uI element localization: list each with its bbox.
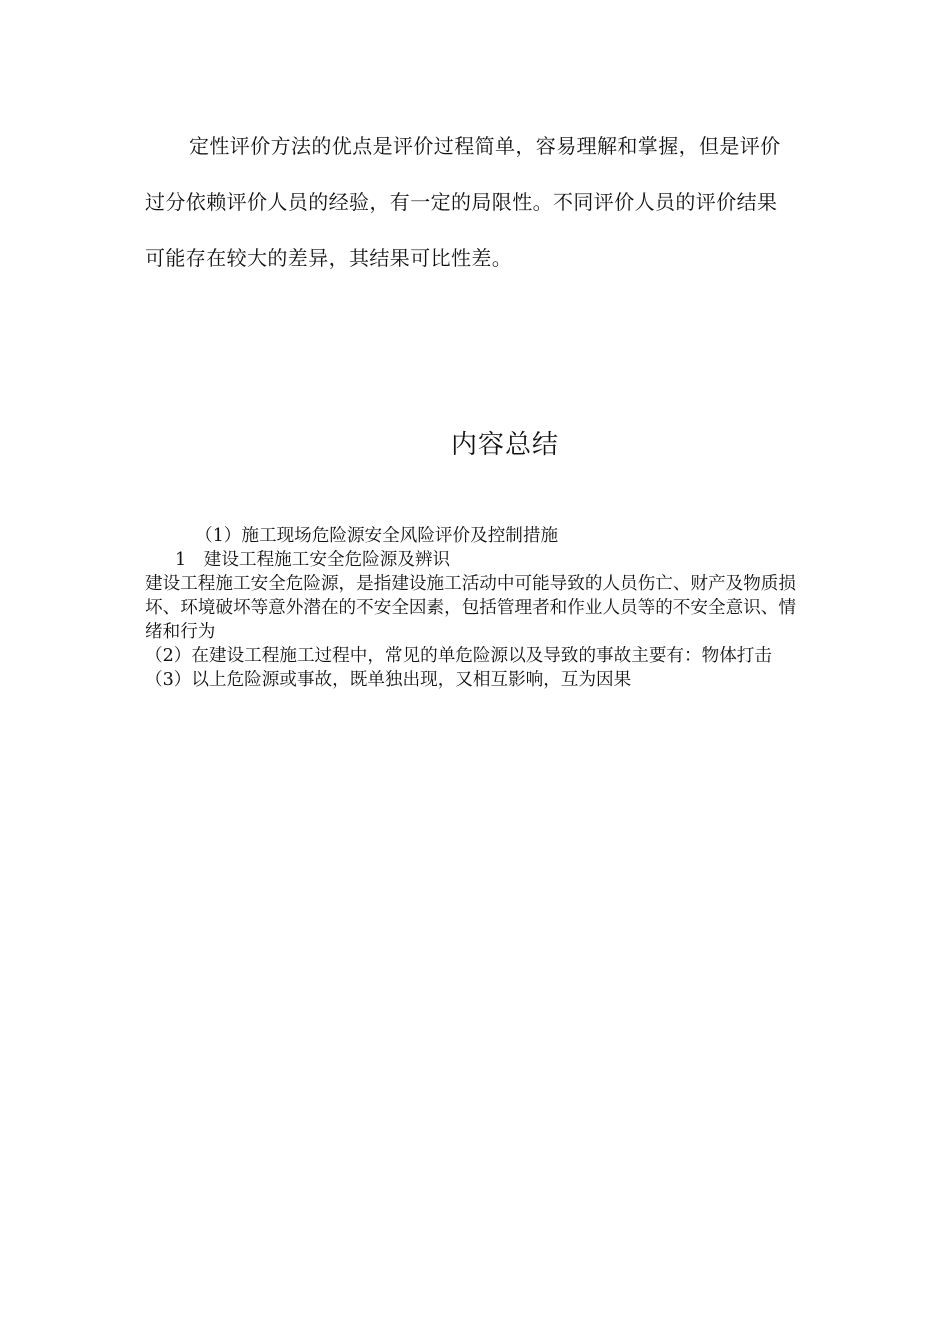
- summary-item-2: （2）在建设工程施工过程中，常见的单危险源以及导致的事故主要有：物体打击: [145, 646, 772, 666]
- summary-title: 内容总结: [450, 430, 559, 460]
- summary-item-3: （3）以上危险源或事故，既单独出现，又相互影响，互为因果: [145, 670, 632, 690]
- summary-definition: 建设工程施工安全危险源，是指建设施工活动中可能导致的人员伤亡、财产及物质损坏、环境破坏等意外潜在的不安全因素，包括管理者和作业人员等的不安全意识、情绪和行为: [145, 574, 796, 642]
- intro-section: [145, 118, 795, 286]
- summary-section: [145, 524, 805, 692]
- intro-paragraph: 定性评价方法的优点是评价过程简单，容易理解和掌握，但是评价过分依赖评价人员的经验，有一定的局限性。不同评价人员的评价结果可能存在较大的差异，其结果可比性差。: [145, 134, 781, 270]
- summary-item-1-sub: 1 建设工程施工安全危险源及辨识: [175, 550, 451, 570]
- summary-item-1: （1）施工现场危险源安全风险评价及控制措施: [195, 526, 559, 546]
